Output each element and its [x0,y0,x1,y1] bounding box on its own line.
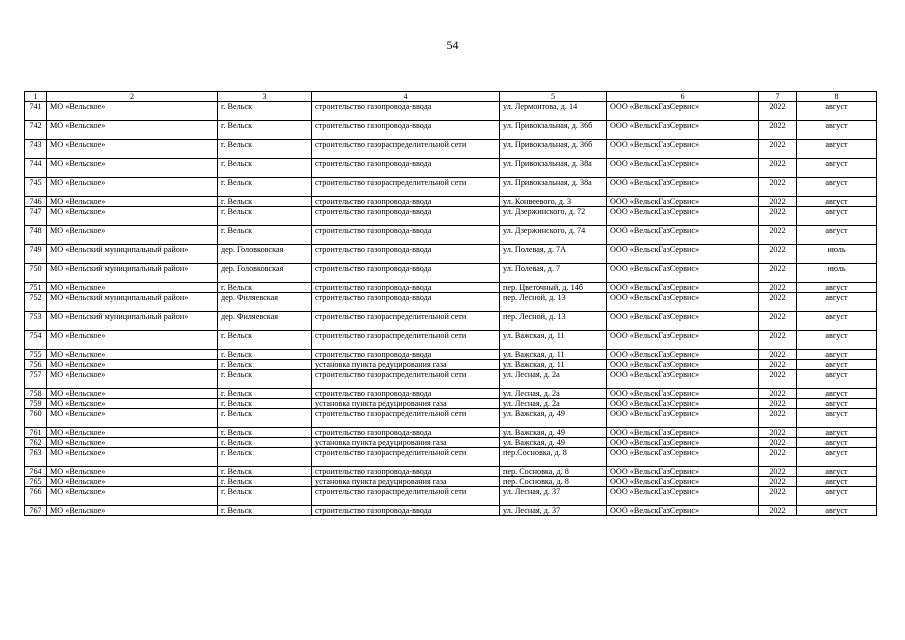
locality-cell: г. Вельск [218,487,312,506]
row-number-cell: 759 [25,399,47,409]
municipality-cell: МО «Вельское» [47,331,218,350]
work-type-cell: строительство газопровода-ввода [312,350,500,360]
municipality-cell: МО «Вельское» [47,389,218,399]
municipality-cell: МО «Вельское» [47,121,218,140]
month-cell: август [797,487,877,506]
organization-cell: ООО «ВельскГазСервис» [607,102,759,121]
table-row [25,477,877,487]
organization-cell: ООО «ВельскГазСервис» [607,370,759,389]
table-row [25,487,877,506]
row-number-cell: 756 [25,360,47,370]
work-type-cell: строительство газораспределительной сети [312,140,500,159]
municipality-cell: МО «Вельское» [47,178,218,197]
organization-cell: ООО «ВельскГазСервис» [607,506,759,516]
header-cell: 8 [797,92,877,102]
table-row [25,293,877,312]
month-cell: август [797,283,877,293]
year-cell: 2022 [759,409,797,428]
header-cell: 6 [607,92,759,102]
row-number-cell: 763 [25,448,47,467]
address-cell: ул. Полевая, д. 7А [500,245,607,264]
month-cell: август [797,428,877,438]
locality-cell: г. Вельск [218,506,312,516]
year-cell: 2022 [759,399,797,409]
month-cell: август [797,331,877,350]
locality-cell: г. Вельск [218,438,312,448]
organization-cell: ООО «ВельскГазСервис» [607,293,759,312]
municipality-cell: МО «Вельское» [47,428,218,438]
organization-cell: ООО «ВельскГазСервис» [607,121,759,140]
organization-cell: ООО «ВельскГазСервис» [607,467,759,477]
locality-cell: г. Вельск [218,121,312,140]
row-number-cell: 741 [25,102,47,121]
locality-cell: г. Вельск [218,467,312,477]
table-row [25,370,877,389]
year-cell: 2022 [759,467,797,477]
table-row [25,121,877,140]
organization-cell: ООО «ВельскГазСервис» [607,207,759,226]
row-number-cell: 747 [25,207,47,226]
municipality-cell: МО «Вельское» [47,140,218,159]
month-cell: август [797,312,877,331]
address-cell: ул. Привокзальная, д. 36б [500,121,607,140]
row-number-cell: 754 [25,331,47,350]
work-type-cell: установка пункта редуцирования газа [312,438,500,448]
row-number-cell: 760 [25,409,47,428]
locality-cell: г. Вельск [218,140,312,159]
organization-cell: ООО «ВельскГазСервис» [607,312,759,331]
municipality-cell: МО «Вельское» [47,467,218,477]
address-cell: пер. Сосновка, д. 8 [500,467,607,477]
address-cell: ул. Лесная, д. 2а [500,399,607,409]
work-type-cell: строительство газопровода-ввода [312,121,500,140]
locality-cell: г. Вельск [218,178,312,197]
row-number-cell: 765 [25,477,47,487]
table-row [25,428,877,438]
table-row [25,467,877,477]
municipality-cell: МО «Вельское» [47,370,218,389]
table-row [25,312,877,331]
work-type-cell: строительство газораспределительной сети [312,312,500,331]
month-cell: август [797,399,877,409]
work-type-cell: строительство газопровода-ввода [312,428,500,438]
address-cell: ул. Дзержинского, д. 74 [500,226,607,245]
municipality-cell: МО «Вельское» [47,159,218,178]
municipality-cell: МО «Вельское» [47,197,218,207]
table-row [25,350,877,360]
month-cell: август [797,389,877,399]
table-row [25,178,877,197]
locality-cell: дер. Филяевская [218,312,312,331]
locality-cell: г. Вельск [218,409,312,428]
work-type-cell: строительство газораспределительной сети [312,370,500,389]
month-cell: август [797,467,877,477]
organization-cell: ООО «ВельскГазСервис» [607,178,759,197]
municipality-cell: МО «Вельское» [47,207,218,226]
year-cell: 2022 [759,140,797,159]
organization-cell: ООО «ВельскГазСервис» [607,159,759,178]
address-cell: ул. Привокзальная, д. 38а [500,159,607,178]
address-cell: ул. Важская, д. 11 [500,350,607,360]
month-cell: август [797,370,877,389]
locality-cell: г. Вельск [218,428,312,438]
month-cell: август [797,197,877,207]
work-type-cell: строительство газораспределительной сети [312,487,500,506]
table-row [25,506,877,516]
month-cell: август [797,102,877,121]
header-cell: 2 [47,92,218,102]
locality-cell: г. Вельск [218,448,312,467]
municipality-cell: МО «Вельское» [47,477,218,487]
gasification-table [24,91,877,516]
month-cell: август [797,140,877,159]
year-cell: 2022 [759,428,797,438]
row-number-cell: 752 [25,293,47,312]
work-type-cell: строительство газораспределительной сети [312,331,500,350]
row-number-cell: 745 [25,178,47,197]
table-row [25,226,877,245]
table-row [25,360,877,370]
locality-cell: г. Вельск [218,360,312,370]
table-row [25,409,877,428]
year-cell: 2022 [759,207,797,226]
table-row [25,399,877,409]
row-number-cell: 743 [25,140,47,159]
work-type-cell: строительство газопровода-ввода [312,197,500,207]
row-number-cell: 744 [25,159,47,178]
year-cell: 2022 [759,312,797,331]
year-cell: 2022 [759,102,797,121]
address-cell: ул. Лермонтова, д. 14 [500,102,607,121]
year-cell: 2022 [759,121,797,140]
month-cell: август [797,207,877,226]
organization-cell: ООО «ВельскГазСервис» [607,428,759,438]
municipality-cell: МО «Вельское» [47,226,218,245]
municipality-cell: МО «Вельское» [47,487,218,506]
address-cell: ул. Полевая, д. 7 [500,264,607,283]
address-cell: ул. Важская, д. 49 [500,428,607,438]
work-type-cell: строительство газораспределительной сети [312,448,500,467]
year-cell: 2022 [759,226,797,245]
municipality-cell: МО «Вельское» [47,399,218,409]
address-cell: ул. Конвеевого, д. 3 [500,197,607,207]
municipality-cell: МО «Вельское» [47,409,218,428]
address-cell: пер. Цветочный, д. 14б [500,283,607,293]
locality-cell: дер. Головковская [218,245,312,264]
municipality-cell: МО «Вельский муниципальный район» [47,312,218,331]
year-cell: 2022 [759,477,797,487]
table-row [25,245,877,264]
municipality-cell: МО «Вельский муниципальный район» [47,245,218,264]
municipality-cell: МО «Вельское» [47,506,218,516]
header-cell: 5 [500,92,607,102]
locality-cell: г. Вельск [218,102,312,121]
organization-cell: ООО «ВельскГазСервис» [607,350,759,360]
work-type-cell: строительство газопровода-ввода [312,283,500,293]
year-cell: 2022 [759,283,797,293]
header-cell: 4 [312,92,500,102]
locality-cell: г. Вельск [218,159,312,178]
month-cell: июль [797,245,877,264]
work-type-cell: установка пункта редуцирования газа [312,360,500,370]
address-cell: пер. Лесной, д. 13 [500,293,607,312]
year-cell: 2022 [759,264,797,283]
address-cell: ул. Лесная, д. 2а [500,370,607,389]
organization-cell: ООО «ВельскГазСервис» [607,264,759,283]
municipality-cell: МО «Вельское» [47,350,218,360]
address-cell: ул. Важская, д. 11 [500,331,607,350]
row-number-cell: 764 [25,467,47,477]
organization-cell: ООО «ВельскГазСервис» [607,197,759,207]
organization-cell: ООО «ВельскГазСервис» [607,448,759,467]
locality-cell: г. Вельск [218,370,312,389]
work-type-cell: строительство газопровода-ввода [312,506,500,516]
work-type-cell: строительство газопровода-ввода [312,245,500,264]
organization-cell: ООО «ВельскГазСервис» [607,226,759,245]
locality-cell: г. Вельск [218,399,312,409]
locality-cell: г. Вельск [218,226,312,245]
month-cell: август [797,159,877,178]
locality-cell: г. Вельск [218,389,312,399]
month-cell: август [797,360,877,370]
locality-cell: г. Вельск [218,331,312,350]
municipality-cell: МО «Вельское» [47,283,218,293]
address-cell: пер. Сосновка, д. 8 [500,477,607,487]
month-cell: август [797,506,877,516]
address-cell: ул. Лесная, д. 37 [500,487,607,506]
work-type-cell: строительство газопровода-ввода [312,264,500,283]
table-row [25,448,877,467]
month-cell: август [797,293,877,312]
table-row [25,264,877,283]
table-row [25,389,877,399]
table-row [25,159,877,178]
organization-cell: ООО «ВельскГазСервис» [607,438,759,448]
organization-cell: ООО «ВельскГазСервис» [607,399,759,409]
year-cell: 2022 [759,350,797,360]
municipality-cell: МО «Вельское» [47,360,218,370]
organization-cell: ООО «ВельскГазСервис» [607,389,759,399]
table-row [25,102,877,121]
row-number-cell: 746 [25,197,47,207]
table-row [25,438,877,448]
table-row [25,197,877,207]
year-cell: 2022 [759,506,797,516]
work-type-cell: строительство газопровода-ввода [312,226,500,245]
locality-cell: г. Вельск [218,350,312,360]
row-number-cell: 751 [25,283,47,293]
organization-cell: ООО «ВельскГазСервис» [607,477,759,487]
year-cell: 2022 [759,293,797,312]
address-cell: ул. Дзержинского, д. 72 [500,207,607,226]
row-number-cell: 742 [25,121,47,140]
work-type-cell: строительство газораспределительной сети [312,178,500,197]
address-cell: пер. Лесной, д. 13 [500,312,607,331]
year-cell: 2022 [759,360,797,370]
locality-cell: дер. Филяевская [218,293,312,312]
month-cell: август [797,448,877,467]
organization-cell: ООО «ВельскГазСервис» [607,409,759,428]
month-cell: август [797,438,877,448]
table-row [25,331,877,350]
locality-cell: г. Вельск [218,283,312,293]
row-number-cell: 767 [25,506,47,516]
row-number-cell: 755 [25,350,47,360]
month-cell: август [797,226,877,245]
address-cell: ул. Важская, д. 49 [500,409,607,428]
row-number-cell: 761 [25,428,47,438]
month-cell: август [797,121,877,140]
row-number-cell: 753 [25,312,47,331]
year-cell: 2022 [759,159,797,178]
work-type-cell: строительство газопровода-ввода [312,389,500,399]
year-cell: 2022 [759,389,797,399]
page-number: 54 [446,38,459,52]
address-cell: ул. Важская, д. 49 [500,438,607,448]
year-cell: 2022 [759,331,797,350]
year-cell: 2022 [759,448,797,467]
month-cell: август [797,477,877,487]
table-body [25,92,877,516]
address-cell: ул. Привокзальная, д. 36б [500,140,607,159]
header-cell: 3 [218,92,312,102]
table-row [25,283,877,293]
work-type-cell: установка пункта редуцирования газа [312,399,500,409]
organization-cell: ООО «ВельскГазСервис» [607,487,759,506]
month-cell: июль [797,264,877,283]
year-cell: 2022 [759,245,797,264]
organization-cell: ООО «ВельскГазСервис» [607,245,759,264]
row-number-cell: 748 [25,226,47,245]
address-cell: ул. Важская, д. 11 [500,360,607,370]
table-row [25,207,877,226]
municipality-cell: МО «Вельский муниципальный район» [47,264,218,283]
municipality-cell: МО «Вельское» [47,448,218,467]
header-cell: 1 [25,92,47,102]
work-type-cell: строительство газопровода-ввода [312,207,500,226]
work-type-cell: строительство газопровода-ввода [312,159,500,178]
organization-cell: ООО «ВельскГазСервис» [607,331,759,350]
organization-cell: ООО «ВельскГазСервис» [607,283,759,293]
header-cell: 7 [759,92,797,102]
row-number-cell: 749 [25,245,47,264]
work-type-cell: строительство газопровода-ввода [312,293,500,312]
locality-cell: г. Вельск [218,207,312,226]
work-type-cell: установка пункта редуцирования газа [312,477,500,487]
address-cell: ул. Лесная, д. 2а [500,389,607,399]
row-number-cell: 766 [25,487,47,506]
table-header-row [25,92,877,102]
address-cell: ул. Привокзальная, д. 38а [500,178,607,197]
municipality-cell: МО «Вельское» [47,102,218,121]
month-cell: август [797,178,877,197]
municipality-cell: МО «Вельское» [47,438,218,448]
address-cell: ул. Лесная, д. 37 [500,506,607,516]
municipality-cell: МО «Вельский муниципальный район» [47,293,218,312]
locality-cell: дер. Головковская [218,264,312,283]
work-type-cell: строительство газопровода-ввода [312,467,500,477]
row-number-cell: 757 [25,370,47,389]
year-cell: 2022 [759,438,797,448]
year-cell: 2022 [759,178,797,197]
work-type-cell: строительство газопровода-ввода [312,102,500,121]
month-cell: август [797,350,877,360]
row-number-cell: 762 [25,438,47,448]
locality-cell: г. Вельск [218,477,312,487]
organization-cell: ООО «ВельскГазСервис» [607,360,759,370]
table-row [25,140,877,159]
year-cell: 2022 [759,197,797,207]
year-cell: 2022 [759,487,797,506]
year-cell: 2022 [759,370,797,389]
row-number-cell: 750 [25,264,47,283]
row-number-cell: 758 [25,389,47,399]
address-cell: пер.Сосновка, д. 8 [500,448,607,467]
month-cell: август [797,409,877,428]
organization-cell: ООО «ВельскГазСервис» [607,140,759,159]
work-type-cell: строительство газораспределительной сети [312,409,500,428]
locality-cell: г. Вельск [218,197,312,207]
